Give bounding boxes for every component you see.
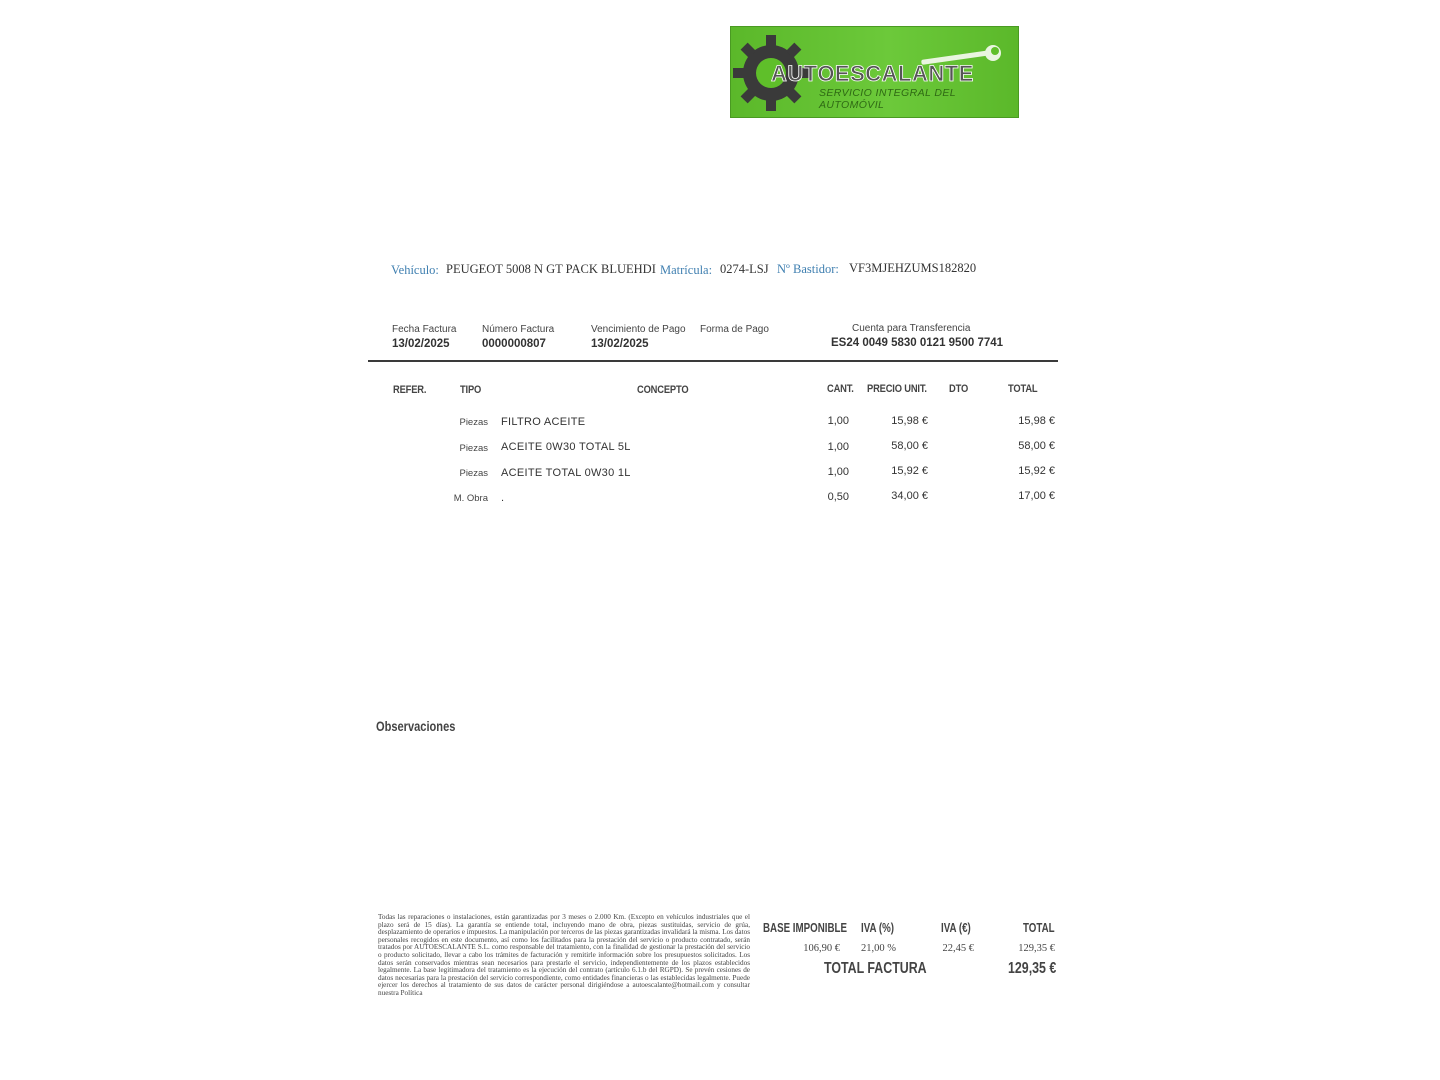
iva-eur-value: 22,45 € — [942, 943, 974, 954]
col-cant: CANT. — [827, 383, 854, 395]
row-precio: 34,00 € — [891, 490, 928, 502]
col-precio: PRECIO UNIT. — [867, 383, 927, 395]
row-cant: 1,00 — [827, 441, 849, 453]
row-total: 15,98 € — [1018, 415, 1055, 427]
row-precio: 15,98 € — [891, 415, 928, 427]
header-divider — [368, 360, 1058, 362]
logo-tagline: SERVICIO INTEGRAL DEL AUTOMÓVIL — [819, 87, 956, 111]
table-row — [0, 466, 1440, 482]
observations-heading: Observaciones — [376, 719, 456, 734]
number-value: 0000000807 — [482, 338, 546, 350]
row-total: 15,92 € — [1018, 465, 1055, 477]
col-total: TOTAL — [1008, 383, 1038, 395]
due-label: Vencimiento de Pago — [591, 324, 686, 335]
row-precio: 58,00 € — [891, 440, 928, 452]
row-precio: 15,92 € — [891, 465, 928, 477]
total-label: TOTAL — [1023, 921, 1055, 935]
row-tipo: Piezas — [459, 443, 488, 454]
row-total: 17,00 € — [1018, 490, 1055, 502]
table-row — [0, 491, 1440, 507]
row-total: 58,00 € — [1018, 440, 1055, 452]
vehicle-label: Vehículo: — [391, 263, 439, 277]
number-label: Número Factura — [482, 324, 555, 335]
iva-pct-label: IVA (%) — [861, 921, 895, 935]
chassis-label: Nº Bastidor: — [777, 262, 839, 276]
row-concepto: FILTRO ACEITE — [501, 416, 586, 428]
col-dto: DTO — [949, 383, 969, 395]
base-label: BASE IMPONIBLE — [763, 921, 847, 935]
col-concepto: CONCEPTO — [637, 384, 689, 396]
company-logo — [730, 26, 1019, 118]
base-value: 106,90 € — [803, 943, 840, 954]
due-value: 13/02/2025 — [591, 338, 649, 350]
legal-terms: Todas las reparaciones o instalaciones, están garantizadas por 3 meses o 2.000 Km. (Excepto en vehículos industriales que el plazo será de 15 días). La garantía se entiende total, incluyendo mano de obra, piezas sustituidas, servicio de grúa, desplazamiento de operarios e impuestos. La manipulación por terceros de las piezas garantizadas invalidará la misma. Los datos personales recogidos en este documento, así como los facilitados para la prestación del servicio o producto contratado, serán tratados por AUTOESCALANTE S.L. como responsable del tratamiento, con la finalidad de gestionar la prestación del servicio o producto solicitado, llevar a cabo los trámites de facturación y remitirle información sobre los presupuestos solicitados. Los datos serán conservados mientras sean necesarios para prestarle el servicio, independientemente de los plazos establecidos legalmente. La base legitimadora del tratamiento es la ejecución del contrato (artículo 6.1.b del RGPD). Se prevén cesiones de datos necesarias para la prestación del servicio correspondiente, como entidades financieras o las establecidas legalmente. Puede ejercer los derechos al tratamiento de sus datos de carácter personal dirigiéndose a autoescalante@hotmail.com y consultar nuestra Política — [378, 913, 750, 997]
row-tipo: Piezas — [459, 417, 488, 428]
payment-label: Forma de Pago — [700, 324, 769, 335]
iva-pct-value: 21,00 % — [861, 943, 896, 954]
col-tipo: TIPO — [460, 384, 482, 396]
plate-value: 0274-LSJ — [720, 262, 769, 276]
account-value: ES24 0049 5830 0121 9500 7741 — [831, 337, 1004, 349]
chassis-value: VF3MJEHZUMS182820 — [849, 261, 977, 275]
plate-label: Matrícula: — [660, 263, 713, 277]
row-cant: 1,00 — [827, 415, 849, 427]
row-concepto: ACEITE 0W30 TOTAL 5L — [501, 441, 631, 453]
table-row — [0, 415, 1440, 431]
vehicle-value: PEUGEOT 5008 N GT PACK BLUEHDI — [446, 262, 656, 276]
logo-name: AUTOESCALANTE — [771, 61, 974, 86]
total-value: 129,35 € — [1018, 943, 1055, 954]
row-cant: 0,50 — [827, 491, 849, 503]
grand-total-value: 129,35 € — [1008, 960, 1057, 977]
row-concepto: . — [501, 492, 505, 504]
row-cant: 1,00 — [827, 466, 849, 478]
date-label: Fecha Factura — [392, 324, 457, 335]
row-tipo: M. Obra — [453, 493, 488, 504]
account-label: Cuenta para Transferencia — [852, 323, 971, 334]
date-value: 13/02/2025 — [392, 338, 450, 350]
col-ref: REFER. — [393, 384, 427, 396]
row-tipo: Piezas — [459, 468, 488, 479]
grand-total-label: TOTAL FACTURA — [824, 960, 927, 977]
table-row — [0, 441, 1440, 457]
row-concepto: ACEITE TOTAL 0W30 1L — [501, 467, 631, 479]
iva-eur-label: IVA (€) — [941, 921, 971, 935]
